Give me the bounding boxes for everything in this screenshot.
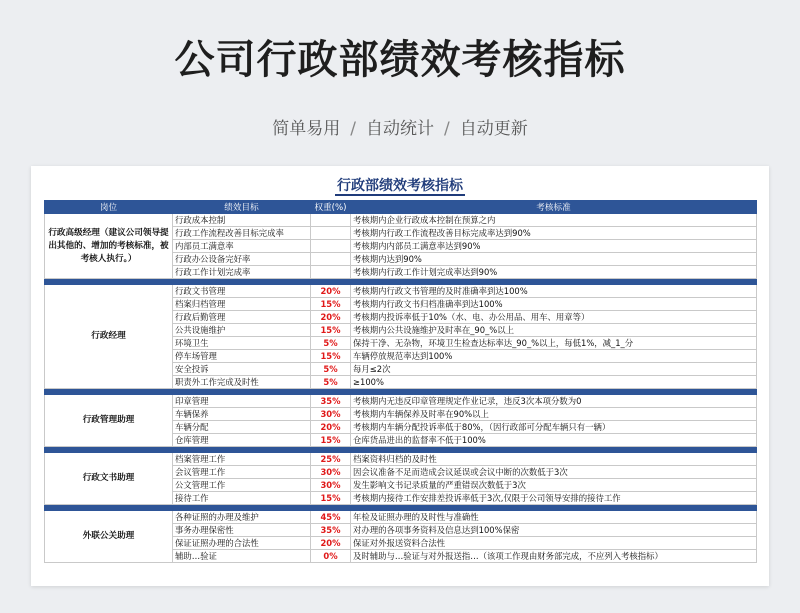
weight-cell (311, 227, 351, 240)
goal-cell: 档案归档管理 (173, 298, 311, 311)
weight-cell: 35% (311, 395, 351, 408)
standard-cell: 发生影响文书记录质量的严重错误次数低于3次 (351, 479, 757, 492)
weight-cell: 20% (311, 421, 351, 434)
standard-cell: 因会议准备不足而造成会议延误或会议中断的次数低于3次 (351, 466, 757, 479)
goal-cell: 各种证照的办理及维护 (173, 511, 311, 524)
weight-cell (311, 266, 351, 279)
standard-cell: 考核期内车辆分配投诉率低于80%，（因行政部可分配车辆只有一辆） (351, 421, 757, 434)
goal-cell: 档案管理工作 (173, 453, 311, 466)
weight-cell: 20% (311, 537, 351, 550)
weight-cell: 30% (311, 466, 351, 479)
goal-cell: 安全投诉 (173, 363, 311, 376)
standard-cell: 保证对外报送资料合法性 (351, 537, 757, 550)
standard-cell: 及时辅助与…验证与对外报送指…（该项工作现由财务部完成，不应列入考核指标） (351, 550, 757, 563)
standard-cell: ≥100% (351, 376, 757, 389)
goal-cell: 职责外工作完成及时性 (173, 376, 311, 389)
weight-cell: 0% (311, 550, 351, 563)
weight-cell: 45% (311, 511, 351, 524)
goal-cell: 公共设施维护 (173, 324, 311, 337)
weight-cell (311, 253, 351, 266)
weight-cell: 30% (311, 408, 351, 421)
table-row (45, 395, 757, 408)
subtitle-item: 简单易用 (272, 119, 341, 139)
weight-cell: 15% (311, 434, 351, 447)
goal-cell: 车辆保养 (173, 408, 311, 421)
kpi-table (44, 200, 757, 563)
goal-cell: 行政后勤管理 (173, 311, 311, 324)
standard-cell: 考核期内无违反印章管理规定作业记录，违反3次本项分数为0 (351, 395, 757, 408)
standard-cell: 考核期内内部员工满意率达到90% (351, 240, 757, 253)
kpi-table-body (45, 214, 757, 563)
goal-cell: 印章管理 (173, 395, 311, 408)
subtitle-item: 自动更新 (459, 119, 528, 139)
goal-cell: 环境卫生 (173, 337, 311, 350)
goal-cell: 车辆分配 (173, 421, 311, 434)
weight-cell: 30% (311, 479, 351, 492)
goal-cell: 行政工作计划完成率 (173, 266, 311, 279)
table-row (45, 285, 757, 298)
weight-cell: 15% (311, 298, 351, 311)
standard-cell: 考核期内行政工作流程改善目标完成率达到90% (351, 227, 757, 240)
goal-cell: 行政工作流程改善目标完成率 (173, 227, 311, 240)
goal-cell: 内部员工满意率 (173, 240, 311, 253)
subtitle-item: 自动统计 (366, 119, 434, 139)
sheet-title: 行政部绩效考核指标 (337, 178, 463, 194)
standard-cell: 保持干净、无杂物，环境卫生检查达标率达_90_%以上，每低1%，减_1_分 (351, 337, 757, 350)
weight-cell: 20% (311, 285, 351, 298)
goal-cell: 事务办理保密性 (173, 524, 311, 537)
standard-cell: 考核期内行政文书归档准确率到达100% (351, 298, 757, 311)
goal-cell: 辅助…验证 (173, 550, 311, 563)
weight-cell: 25% (311, 453, 351, 466)
weight-cell (311, 240, 351, 253)
standard-cell: 考核期内车辆保养及时率在90%以上 (351, 408, 757, 421)
standard-cell: 考核期内企业行政成本控制在预算之内 (351, 214, 757, 227)
column-header-position: 岗位 (45, 201, 173, 214)
standard-cell: 考核期内达到90% (351, 253, 757, 266)
column-header-weight: 权重(%) (311, 201, 351, 214)
weight-cell: 20% (311, 311, 351, 324)
weight-cell: 5% (311, 337, 351, 350)
goal-cell: 仓库管理 (173, 434, 311, 447)
subtitle-separator: / (444, 119, 450, 139)
standard-cell: 考核期内投诉率低于10%（水、电、办公用品、用车、用章等） (351, 311, 757, 324)
standard-cell: 车辆停放规范率达到100% (351, 350, 757, 363)
standard-cell: 档案资料归档的及时性 (351, 453, 757, 466)
standard-cell: 每月≤2次 (351, 363, 757, 376)
weight-cell: 15% (311, 492, 351, 505)
table-row (45, 214, 757, 227)
table-header-row (45, 201, 757, 214)
column-header-standard: 考核标准 (351, 201, 757, 214)
weight-cell: 15% (311, 350, 351, 363)
position-cell: 行政高级经理（建议公司领导提出其他的、增加的考核标准，被考核人执行。） (45, 214, 173, 279)
spreadsheet-preview (31, 166, 769, 586)
standard-cell: 对办理的各项事务资料及信息达到100%保密 (351, 524, 757, 537)
position-cell: 行政经理 (45, 285, 173, 389)
goal-cell: 行政成本控制 (173, 214, 311, 227)
standard-cell: 年检及证照办理的及时性与准确性 (351, 511, 757, 524)
standard-cell: 考核期内接待工作安排差投诉率低于3次,仅限于公司领导安排的接待工作 (351, 492, 757, 505)
position-cell: 外联公关助理 (45, 511, 173, 563)
page-subtitle (0, 114, 800, 139)
weight-cell: 15% (311, 324, 351, 337)
standard-cell: 仓库货品进出的监督率不低于100% (351, 434, 757, 447)
table-row (45, 511, 757, 524)
position-cell: 行政管理助理 (45, 395, 173, 447)
goal-cell: 行政办公设备完好率 (173, 253, 311, 266)
goal-cell: 会议管理工作 (173, 466, 311, 479)
goal-cell: 公文管理工作 (173, 479, 311, 492)
position-cell: 行政文书助理 (45, 453, 173, 505)
weight-cell (311, 214, 351, 227)
goal-cell: 接待工作 (173, 492, 311, 505)
goal-cell: 停车场管理 (173, 350, 311, 363)
goal-cell: 行政文书管理 (173, 285, 311, 298)
standard-cell: 考核期内行政文书管理的及时准确率到达100% (351, 285, 757, 298)
goal-cell: 保证证照办理的合法性 (173, 537, 311, 550)
weight-cell: 5% (311, 376, 351, 389)
standard-cell: 考核期内行政工作计划完成率达到90% (351, 266, 757, 279)
table-row (45, 453, 757, 466)
weight-cell: 5% (311, 363, 351, 376)
weight-cell: 35% (311, 524, 351, 537)
subtitle-separator: / (350, 119, 356, 139)
standard-cell: 考核期内公共设施维护及时率在_90_%以上 (351, 324, 757, 337)
page-title: 公司行政部绩效考核指标 (174, 37, 626, 83)
column-header-goal: 绩效目标 (173, 201, 311, 214)
